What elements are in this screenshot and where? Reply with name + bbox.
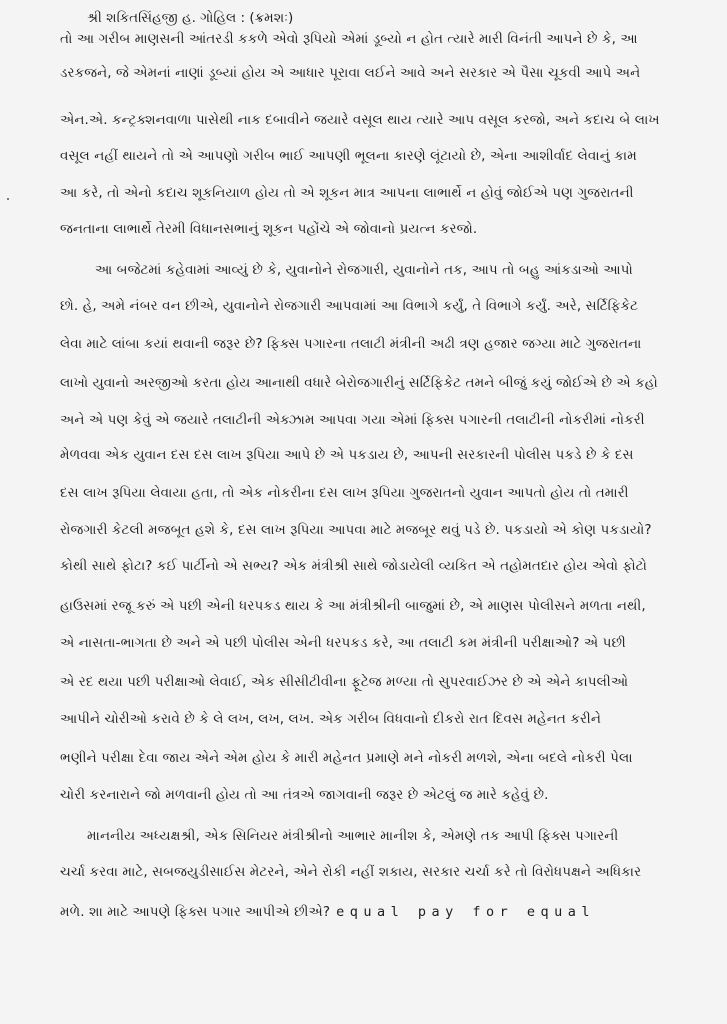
text-line: કોથી સાથે ફોટા? કઈ પાર્ટીનો એ સભ્ય? એક મંત્રીશ્રી સાથે જોડાયેલી વ્યકિત એ તહોમતદાર હોય એવો ફોટો — [60, 558, 647, 574]
text-line: લેવા માટે લાંબા કયાં થવાની જરૂર છે? ફિક્સ પગારના તલાટી મંત્રીની અઢી ત્રણ હજાર જગ્યા માટે ગુજરાતના — [60, 336, 642, 352]
text-line: લાખો યુવાનો અરજીઓ કરતા હોય આનાથી વધારે બેરોજગારીનું સર્ટિફિકેટ તમને બીજું કયું જોઈએ છે એ કહો — [60, 375, 658, 391]
speaker-heading: શ્રી શકિતસિંહજી હ. ગોહિલ : (ક્રમશઃ) — [87, 10, 294, 26]
text-line: અને એ પણ કેવું એ જયારે તલાટીની એક્ઝામ આપવા ગયા એમાં ફિક્સ પગારની તલાટીની નોકરીમાં નોકરી — [60, 412, 645, 428]
text-line: મેળવવા એક યુવાન દસ દસ લાખ રૂપિયા આપે છે એ પકડાય છે, આપની સરકારની પોલીસ પકડે છે કે દસ — [60, 447, 634, 463]
text-line: આ કરે, તો એનો કદાચ શૂકનિયાળ હોય તો એ શૂકન માત્ર આપના લાભાર્થે ન હોવું જોઈએ પણ ગુજરાતની — [60, 185, 634, 201]
text-line: મળે. શા માટે આપણે ફિક્સ પગાર આપીએ છીએ? equal pay for equal — [60, 904, 596, 920]
text-line: છો. હે, અમે નંબર વન છીએ, યુવાનોને રોજગારી આપવામાં આ વિભાગે કર્યું, તે વિભાગે કર્યું. અરે, સર્ટિફિકેટ — [60, 298, 639, 314]
text-line: ડરકજને, જે એમનાં નાણાં ડૂબ્યાં હોય એ આધાર પૂરાવા લઈને આવે અને સરકાર એ પૈસા ચૂકવી આપે અને — [60, 65, 641, 81]
text-line: વસૂલ નહીં થાયને તો એ આપણો ગરીબ ભાઈ આપણી ભૂલના કારણે લૂંટાયો છે, એના આશીર્વાદ લેવાનું કામ — [60, 148, 637, 164]
text-line: તો આ ગરીબ માણસની આંતરડી કકળે એવો રૂપિયો એમાં ડૂબ્યો ન હોત ત્યારે મારી વિનંતી આપને છે કે, આ — [60, 31, 638, 47]
text-line: એ રદ થયા પછી પરીક્ષાઓ લેવાઈ, એક સીસીટીવીના ફૂટેજ મળ્યા તો સુપરવાઈઝર છે એ એને કાપલીઓ — [60, 674, 629, 690]
latin-text: equal pay for equal — [336, 904, 596, 920]
text-line: એન.એ. કન્ટ્રક્શનવાળા પાસેથી નાક દબાવીને જયારે વસૂલ થાય ત્યારે આપ વસૂલ કરજો, અને કદાચ બે લાખ — [60, 112, 660, 128]
text-line: માનનીય અધ્યક્ષશ્રી, એક સિનિયર મંત્રીશ્રીનો આભાર માનીશ કે, એમણે તક આપી ફિક્સ પગારની — [87, 828, 619, 844]
text-line: આ બજેટમાં કહેવામાં આવ્યું છે કે, યુવાનોને રોજગારી, યુવાનોને તક, આપ તો બહુ આંકડાઓ આપો — [95, 262, 633, 278]
text-line: એ નાસતા-ભાગતા છે અને એ પછી પોલીસ એની ધરપકડ કરે, આ તલાટી કમ મંત્રીની પરીક્ષાઓ? એ પછી — [60, 635, 626, 651]
text-line: ચોરી કરનારાને જો મળવાની હોય તો આ તંત્રએ જાગવાની જરૂર છે એટલું જ મારે કહેવું છે. — [60, 787, 549, 803]
text-line: જનતાના લાભાર્થે તેરમી વિધાનસભાનું શૂકન પહોંચે એ જોવાનો પ્રયત્ન કરજો. — [60, 221, 478, 237]
text-line: આપીને ચોરીઓ કરાવે છે કે લે લખ, લખ, લખ. એક ગરીબ વિધવાનો દીકરો રાત દિવસ મહેનત કરીને — [60, 711, 602, 727]
text-line: ભણીને પરીક્ષા દેવા જાય એને એમ હોય કે મારી મહેનત પ્રમાણે મને નોકરી મળશે, એના બદલે નોકરી પેલા — [60, 750, 633, 766]
text-line: ચર્ચા કરવા માટે, સબજયુડીસાઈસ મેટરને, એને રોકી નહીં શકાય, સરકાર ચર્ચા કરે તો વિરોધપક્ષને અધિકાર — [60, 864, 642, 880]
text-line: દસ લાખ રૂપિયા લેવાયા હતા, તો એક નોકરીના દસ લાખ રૂપિયા ગુજરાતનો યુવાન આપતો હોય તો તમારી — [60, 485, 629, 501]
text-line: રોજગારી કેટલી મજબૂત હશે કે, દસ લાખ રૂપિયા આપવા માટે મજબૂર થવું પડે છે. પકડાયો એ કોણ પકડાયો? — [60, 522, 652, 538]
margin-mark — [7, 198, 9, 200]
text-line: હાઉસમાં રજૂ કરું એ પછી એની ધરપકડ થાય કે આ મંત્રીશ્રીની બાજુમાં છે, એ માણસ પોલીસને મળતા નથી, — [60, 598, 646, 614]
